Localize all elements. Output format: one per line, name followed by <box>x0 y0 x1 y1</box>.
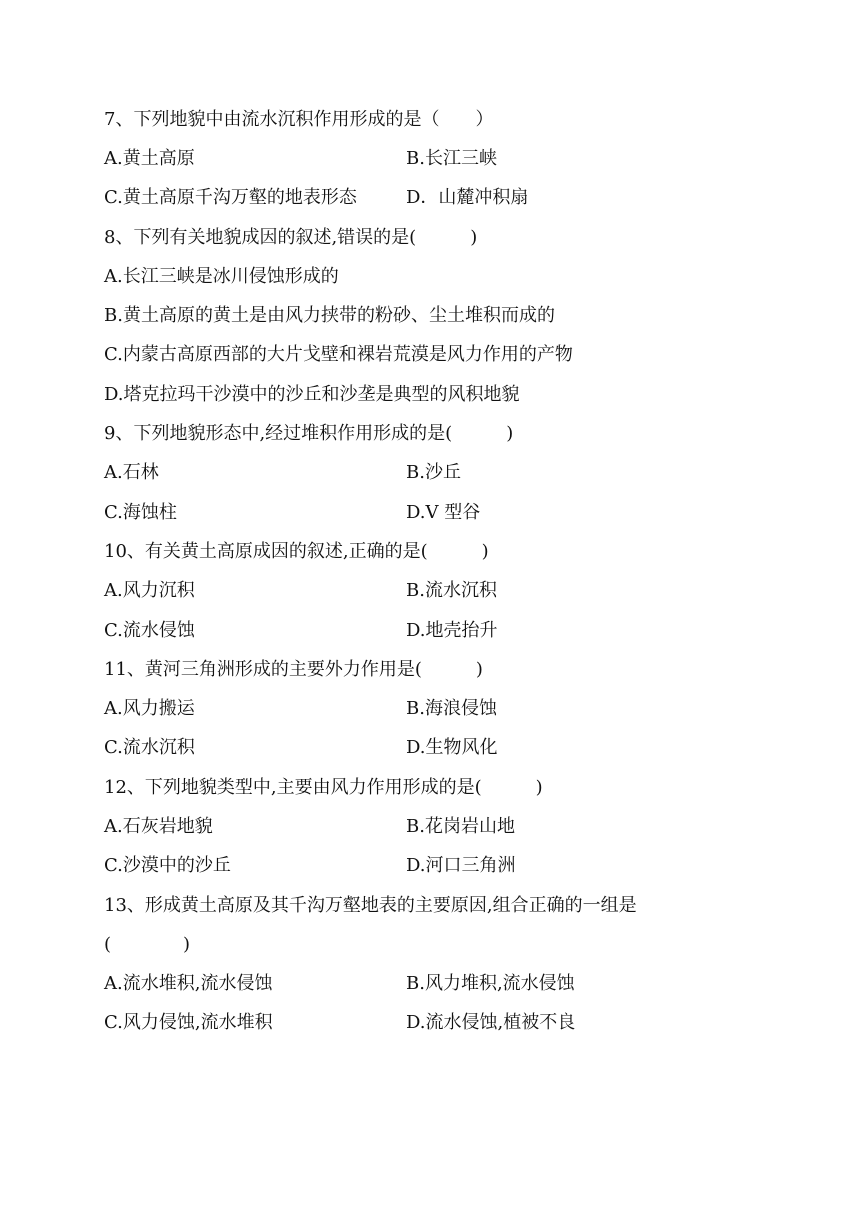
question-stem: 13、形成黄土高原及其千沟万壑地表的主要原因,组合正确的一组是 <box>104 894 637 916</box>
answer-option: B.花岗岩山地 <box>406 815 515 837</box>
question-stem: 12、下列地貌类型中,主要由风力作用形成的是( ) <box>104 776 543 798</box>
option-row <box>104 847 804 886</box>
option-row <box>104 572 804 611</box>
answer-option: A.风力沉积 <box>104 580 195 602</box>
answer-option: A.石灰岩地貌 <box>104 815 213 837</box>
question-block <box>104 886 804 1043</box>
answer-option: D．山麓冲积扇 <box>406 187 529 209</box>
option-row <box>104 807 804 846</box>
answer-option: C.风力侵蚀,流水堆积 <box>104 1012 273 1034</box>
answer-option: A.石林 <box>104 462 159 484</box>
answer-option: D.流水侵蚀,植被不良 <box>406 1012 576 1034</box>
option-row <box>104 139 804 178</box>
answer-option: A.流水堆积,流水侵蚀 <box>104 973 273 995</box>
question-block <box>104 100 804 218</box>
answer-option: D.地壳抬升 <box>406 619 498 641</box>
option-row <box>104 375 804 414</box>
question-stem: 7、下列地貌中由流水沉积作用形成的是（ ） <box>104 108 494 130</box>
answer-option: D.河口三角洲 <box>406 855 516 877</box>
question-stem: 11、黄河三角洲形成的主要外力作用是( ) <box>104 658 483 680</box>
question-stem: 10、有关黄土高原成因的叙述,正确的是( ) <box>104 540 489 562</box>
answer-option: B.风力堆积,流水侵蚀 <box>406 973 575 995</box>
question-block <box>104 218 804 414</box>
answer-option: A.长江三峡是冰川侵蚀形成的 <box>104 265 339 287</box>
answer-option: C.流水侵蚀 <box>104 619 195 641</box>
option-row <box>104 454 804 493</box>
option-row <box>104 296 804 335</box>
question-stem: 9、下列地貌形态中,经过堆积作用形成的是( ) <box>104 423 514 445</box>
answer-option: B.海浪侵蚀 <box>406 698 497 720</box>
option-row <box>104 729 804 768</box>
question-block <box>104 768 804 886</box>
answer-option: A.黄土高原 <box>104 147 195 169</box>
question-block <box>104 414 804 532</box>
answer-option: D.V 型谷 <box>406 501 481 523</box>
option-row <box>104 179 804 218</box>
question-list <box>104 100 804 1043</box>
answer-option: B.长江三峡 <box>406 147 497 169</box>
option-row <box>104 336 804 375</box>
option-row <box>104 689 804 728</box>
option-row <box>104 257 804 296</box>
answer-option: D.塔克拉玛干沙漠中的沙丘和沙垄是典型的风积地貌 <box>104 383 520 405</box>
answer-option: C.沙漠中的沙丘 <box>104 855 231 877</box>
question-block <box>104 650 804 768</box>
question-stem-continuation: ( ) <box>104 933 191 955</box>
option-row <box>104 1004 804 1043</box>
answer-option: A.风力搬运 <box>104 698 195 720</box>
question-stem: 8、下列有关地貌成因的叙述,错误的是( ) <box>104 226 478 248</box>
question-block <box>104 532 804 650</box>
answer-option: C.海蚀柱 <box>104 501 177 523</box>
option-row <box>104 965 804 1004</box>
answer-option: D.生物风化 <box>406 737 498 759</box>
answer-option: C.流水沉积 <box>104 737 195 759</box>
option-row <box>104 611 804 650</box>
answer-option: C.黄土高原千沟万壑的地表形态 <box>104 187 357 209</box>
answer-option: B.沙丘 <box>406 462 461 484</box>
answer-option: B.黄土高原的黄土是由风力挟带的粉砂、尘土堆积而成的 <box>104 305 555 327</box>
answer-option: B.流水沉积 <box>406 580 497 602</box>
answer-option: C.内蒙古高原西部的大片戈壁和裸岩荒漠是风力作用的产物 <box>104 344 573 366</box>
option-row <box>104 493 804 532</box>
